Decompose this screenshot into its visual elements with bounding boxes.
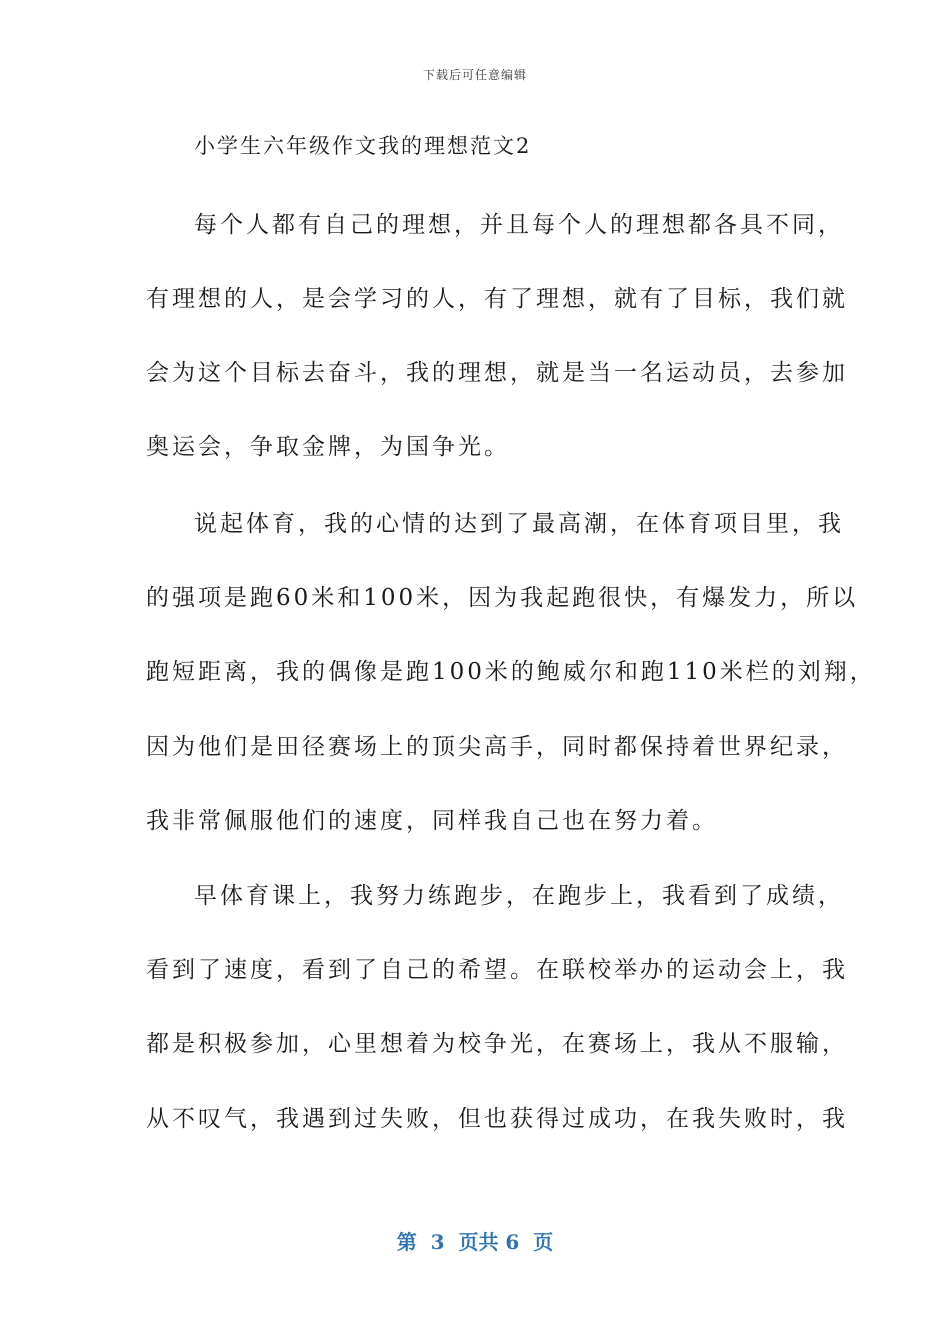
page-header: 下载后可任意编辑 [422, 68, 527, 82]
paragraph-line: 从不叹气，我遇到过失败，但也获得过成功，在我失败时，我 [146, 1106, 848, 1132]
page-number-footer: 第 3 页共 6 页 [396, 1230, 554, 1254]
paragraph-line: 每个人都有自己的理想，并且每个人的理想都各具不同， [194, 212, 844, 238]
paragraph-line: 的强项是跑60米和100米，因为我起跑很快，有爆发力，所以 [146, 585, 859, 611]
essay-title: 小学生六年级作文我的理想范文2 [194, 134, 532, 158]
paragraph-line: 会为这个目标去奋斗，我的理想，就是当一名运动员，去参加 [146, 360, 848, 386]
paragraph-line: 跑短距离，我的偶像是跑100米的鲍威尔和跑110米栏的刘翔， [146, 659, 876, 685]
paragraph-line: 我非常佩服他们的速度，同样我自己也在努力着。 [146, 808, 718, 834]
paragraph-line: 有理想的人，是会学习的人，有了理想，就有了目标，我们就 [146, 286, 848, 312]
paragraph-line: 早体育课上，我努力练跑步，在跑步上，我看到了成绩， [194, 883, 844, 909]
paragraph-line: 因为他们是田径赛场上的顶尖高手，同时都保持着世界纪录， [146, 734, 848, 760]
paragraph-line: 看到了速度，看到了自己的希望。在联校举办的运动会上，我 [146, 957, 848, 983]
paragraph-line: 奥运会，争取金牌，为国争光。 [146, 434, 510, 460]
paragraph-line: 都是积极参加，心里想着为校争光，在赛场上，我从不服输， [146, 1031, 848, 1057]
paragraph-line: 说起体育，我的心情的达到了最高潮，在体育项目里，我 [194, 511, 844, 537]
